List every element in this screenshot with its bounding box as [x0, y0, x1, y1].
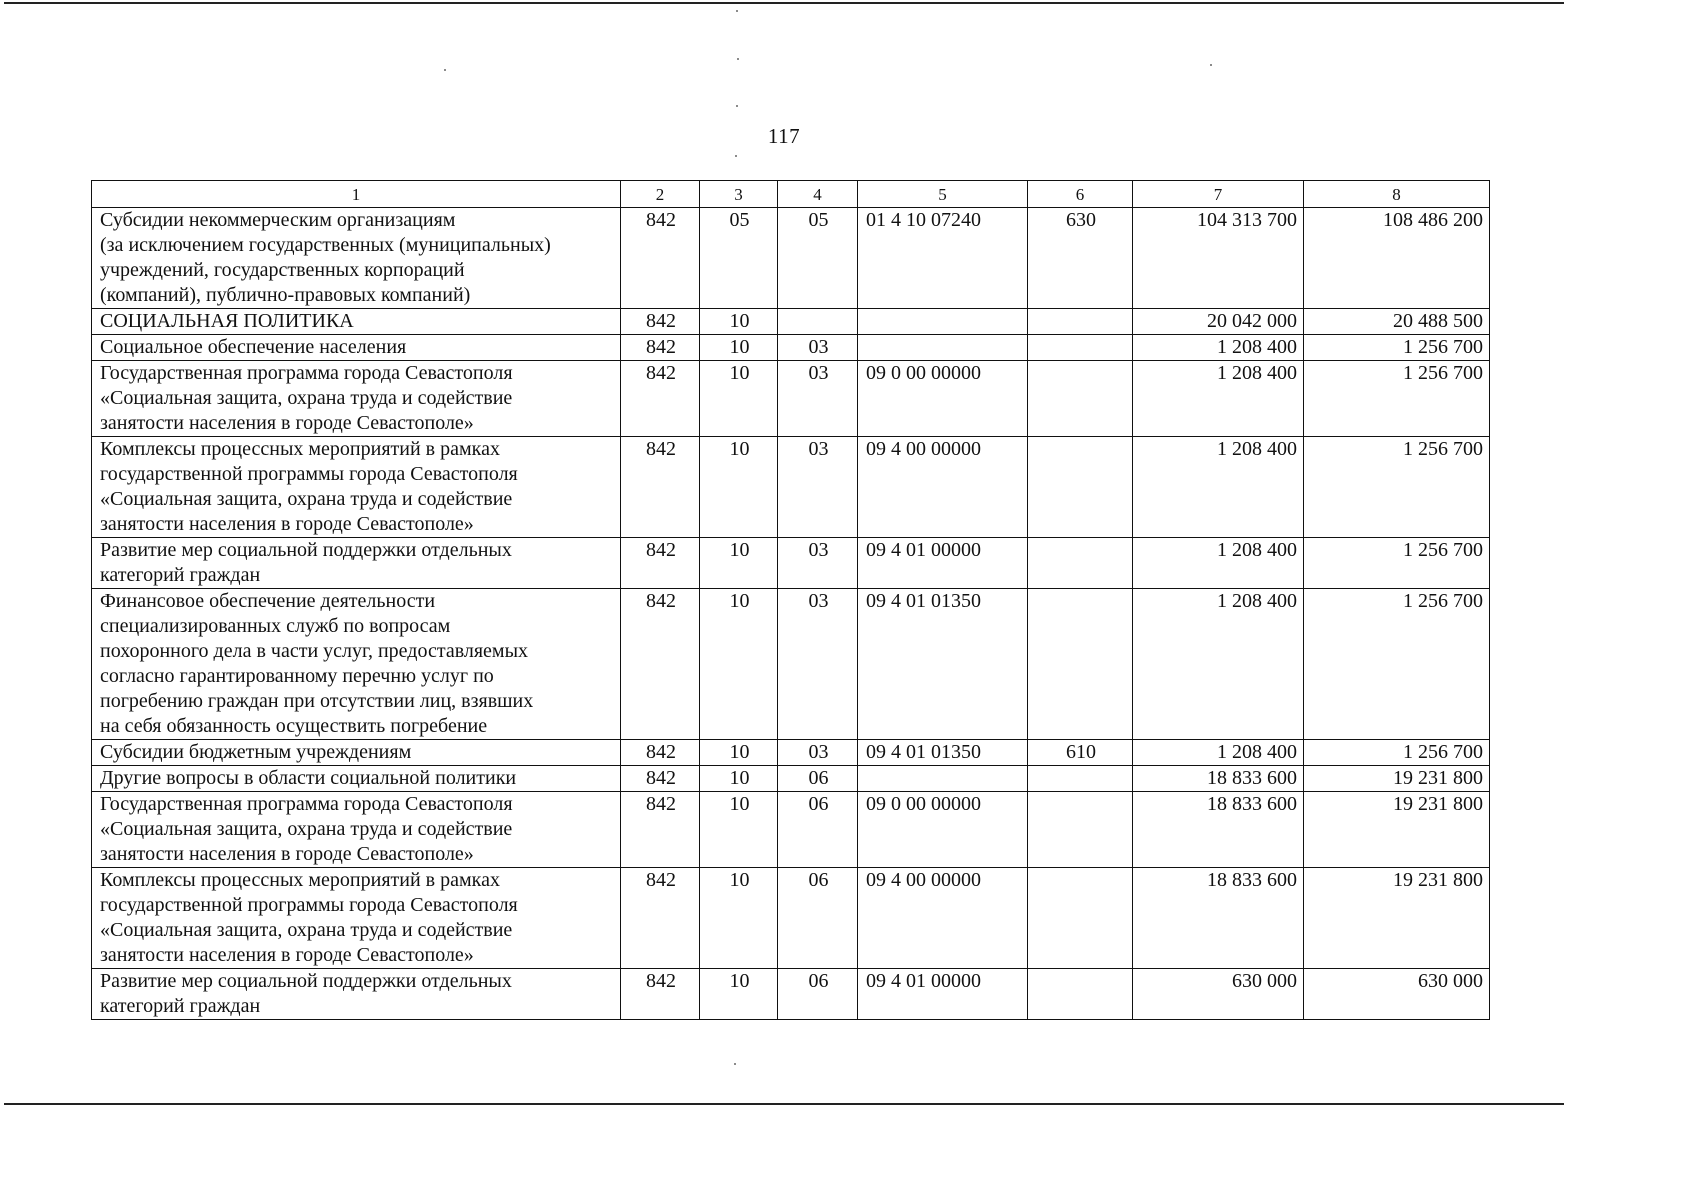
amount-col7-cell: 1 208 400 — [1133, 589, 1304, 740]
expense-type-cell: 630 — [1028, 208, 1133, 309]
expense-type-cell — [1028, 792, 1133, 868]
amount-col8-cell: 630 000 — [1304, 969, 1490, 1020]
expense-type-cell — [1028, 309, 1133, 335]
target-article-cell: 09 4 01 01350 — [858, 740, 1028, 766]
table-row — [92, 589, 1490, 740]
target-article-cell: 09 4 01 01350 — [858, 589, 1028, 740]
amount-col8-cell: 1 256 700 — [1304, 740, 1490, 766]
item-name-cell: Комплексы процессных мероприятий в рамках государственной программы города Севастополя «Социальная защита, охрана труда и содействие занятости населения в городе Севастополе» — [92, 868, 621, 969]
section-code-cell: 10 — [700, 361, 778, 437]
section-code-cell: 10 — [700, 437, 778, 538]
amount-col7-cell: 18 833 600 — [1133, 792, 1304, 868]
admin-code-cell: 842 — [621, 766, 700, 792]
section-code-cell: 10 — [700, 792, 778, 868]
admin-code-cell: 842 — [621, 792, 700, 868]
header-cell: 3 — [700, 181, 778, 208]
target-article-cell: 09 4 00 00000 — [858, 437, 1028, 538]
table-row — [92, 868, 1490, 969]
header-cell: 5 — [858, 181, 1028, 208]
item-name-cell: Социальное обеспечение населения — [92, 335, 621, 361]
item-name-cell: Другие вопросы в области социальной политики — [92, 766, 621, 792]
item-name-cell: СОЦИАЛЬНАЯ ПОЛИТИКА — [92, 309, 621, 335]
target-article-cell — [858, 335, 1028, 361]
section-code-cell: 10 — [700, 868, 778, 969]
header-cell: 7 — [1133, 181, 1304, 208]
amount-col8-cell: 19 231 800 — [1304, 868, 1490, 969]
subsection-code-cell: 03 — [778, 740, 858, 766]
item-name-cell: Субсидии некоммерческим организациям (за исключением государственных (муниципальных) учреждений, государственных корпораций (компаний), публично-правовых компаний) — [92, 208, 621, 309]
target-article-cell: 09 0 00 00000 — [858, 361, 1028, 437]
amount-col7-cell: 1 208 400 — [1133, 538, 1304, 589]
subsection-code-cell: 03 — [778, 538, 858, 589]
scan-speck — [736, 105, 738, 107]
amount-col7-cell: 630 000 — [1133, 969, 1304, 1020]
expense-type-cell — [1028, 335, 1133, 361]
admin-code-cell: 842 — [621, 335, 700, 361]
table-row — [92, 538, 1490, 589]
amount-col8-cell: 1 256 700 — [1304, 437, 1490, 538]
amount-col8-cell: 1 256 700 — [1304, 361, 1490, 437]
header-cell: 1 — [92, 181, 621, 208]
expense-type-cell: 610 — [1028, 740, 1133, 766]
amount-col8-cell: 1 256 700 — [1304, 538, 1490, 589]
amount-col8-cell: 19 231 800 — [1304, 766, 1490, 792]
admin-code-cell: 842 — [621, 208, 700, 309]
subsection-code-cell: 03 — [778, 437, 858, 538]
item-name-cell: Развитие мер социальной поддержки отдельных категорий граждан — [92, 969, 621, 1020]
subsection-code-cell — [778, 309, 858, 335]
item-name-cell: Государственная программа города Севастополя «Социальная защита, охрана труда и содействие занятости населения в городе Севастополе» — [92, 361, 621, 437]
scan-speck — [444, 69, 446, 71]
budget-table — [91, 180, 1490, 1020]
scan-speck — [736, 10, 738, 12]
amount-col8-cell: 20 488 500 — [1304, 309, 1490, 335]
scan-speck — [737, 58, 739, 60]
target-article-cell: 09 0 00 00000 — [858, 792, 1028, 868]
item-name-cell: Финансовое обеспечение деятельности специализированных служб по вопросам похоронного дела в части услуг, предоставляемых согласно гарантированному перечню услуг по погребению граждан при отсутствии лиц, взявших на себя обязанность осуществить погребение — [92, 589, 621, 740]
item-name-cell: Комплексы процессных мероприятий в рамках государственной программы города Севастополя «Социальная защита, охрана труда и содействие занятости населения в городе Севастополе» — [92, 437, 621, 538]
admin-code-cell: 842 — [621, 309, 700, 335]
expense-type-cell — [1028, 868, 1133, 969]
section-code-cell: 10 — [700, 309, 778, 335]
expense-type-cell — [1028, 538, 1133, 589]
section-code-cell: 10 — [700, 969, 778, 1020]
header-cell: 4 — [778, 181, 858, 208]
admin-code-cell: 842 — [621, 868, 700, 969]
scan-speck — [734, 1063, 736, 1065]
amount-col7-cell: 1 208 400 — [1133, 361, 1304, 437]
scan-speck — [1210, 64, 1212, 66]
table-row — [92, 437, 1490, 538]
amount-col7-cell: 1 208 400 — [1133, 437, 1304, 538]
expense-type-cell — [1028, 437, 1133, 538]
table-row — [92, 792, 1490, 868]
admin-code-cell: 842 — [621, 589, 700, 740]
admin-code-cell: 842 — [621, 740, 700, 766]
amount-col8-cell: 108 486 200 — [1304, 208, 1490, 309]
table-row — [92, 969, 1490, 1020]
table-row — [92, 335, 1490, 361]
table-row — [92, 208, 1490, 309]
section-code-cell: 05 — [700, 208, 778, 309]
subsection-code-cell: 05 — [778, 208, 858, 309]
table-row — [92, 766, 1490, 792]
section-code-cell: 10 — [700, 766, 778, 792]
table-row — [92, 361, 1490, 437]
admin-code-cell: 842 — [621, 538, 700, 589]
amount-col7-cell: 1 208 400 — [1133, 335, 1304, 361]
section-code-cell: 10 — [700, 335, 778, 361]
page-top-border — [4, 2, 1564, 4]
section-code-cell: 10 — [700, 538, 778, 589]
table-row — [92, 740, 1490, 766]
page-bottom-border — [4, 1103, 1564, 1105]
amount-col8-cell: 1 256 700 — [1304, 589, 1490, 740]
item-name-cell: Субсидии бюджетным учреждениям — [92, 740, 621, 766]
amount-col8-cell: 1 256 700 — [1304, 335, 1490, 361]
table-header-row — [92, 181, 1490, 208]
subsection-code-cell: 03 — [778, 361, 858, 437]
target-article-cell: 09 4 01 00000 — [858, 538, 1028, 589]
subsection-code-cell: 06 — [778, 969, 858, 1020]
page-number: 117 — [767, 124, 801, 148]
amount-col8-cell: 19 231 800 — [1304, 792, 1490, 868]
header-cell: 6 — [1028, 181, 1133, 208]
expense-type-cell — [1028, 589, 1133, 740]
expense-type-cell — [1028, 361, 1133, 437]
expense-type-cell — [1028, 969, 1133, 1020]
table-row — [92, 309, 1490, 335]
admin-code-cell: 842 — [621, 969, 700, 1020]
item-name-cell: Развитие мер социальной поддержки отдельных категорий граждан — [92, 538, 621, 589]
section-code-cell: 10 — [700, 740, 778, 766]
section-code-cell: 10 — [700, 589, 778, 740]
amount-col7-cell: 18 833 600 — [1133, 868, 1304, 969]
subsection-code-cell: 03 — [778, 335, 858, 361]
amount-col7-cell: 20 042 000 — [1133, 309, 1304, 335]
admin-code-cell: 842 — [621, 361, 700, 437]
target-article-cell — [858, 766, 1028, 792]
target-article-cell: 09 4 01 00000 — [858, 969, 1028, 1020]
subsection-code-cell: 03 — [778, 589, 858, 740]
header-cell: 8 — [1304, 181, 1490, 208]
subsection-code-cell: 06 — [778, 792, 858, 868]
target-article-cell: 01 4 10 07240 — [858, 208, 1028, 309]
amount-col7-cell: 104 313 700 — [1133, 208, 1304, 309]
item-name-cell: Государственная программа города Севастополя «Социальная защита, охрана труда и содействие занятости населения в городе Севастополе» — [92, 792, 621, 868]
admin-code-cell: 842 — [621, 437, 700, 538]
header-cell: 2 — [621, 181, 700, 208]
amount-col7-cell: 18 833 600 — [1133, 766, 1304, 792]
target-article-cell — [858, 309, 1028, 335]
amount-col7-cell: 1 208 400 — [1133, 740, 1304, 766]
expense-type-cell — [1028, 766, 1133, 792]
scan-speck — [735, 155, 737, 157]
target-article-cell: 09 4 00 00000 — [858, 868, 1028, 969]
subsection-code-cell: 06 — [778, 766, 858, 792]
subsection-code-cell: 06 — [778, 868, 858, 969]
